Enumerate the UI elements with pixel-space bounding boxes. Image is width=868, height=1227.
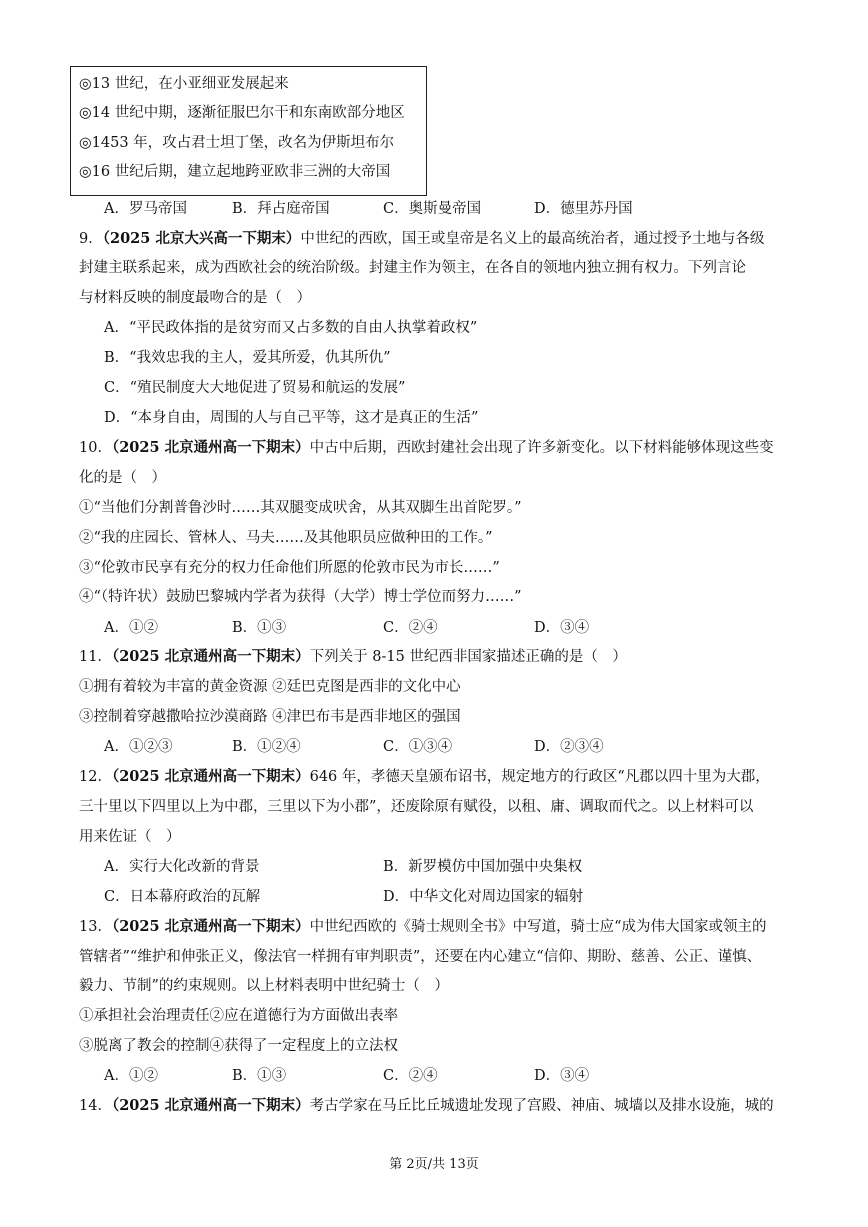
question-source: （2025 北京通州高一下期末） [111, 1097, 310, 1114]
option-a: A．“平民政体指的是贫穷而又占多数的自由人执掌着政权” [104, 320, 478, 336]
question-13-first-line [79, 918, 767, 936]
question-11-first-line [79, 648, 627, 666]
option-d: D．“本身自由，周围的人与自己平等，这才是真正的生活” [104, 410, 479, 426]
option-d: D．德里苏丹国 [534, 201, 633, 217]
question-stem: 用来佐证（ ） [79, 829, 181, 845]
question-10-first-line [79, 439, 774, 457]
question-stem: 中世纪的西欧，国王或皇帝是名义上的最高统治者，通过授予土地与各级 [300, 231, 765, 247]
statement-item: ②“我的庄园长、管林人、马夫……及其他职员应做种田的工作。” [79, 530, 493, 546]
question-stem: 化的是（ ） [79, 470, 166, 486]
statement-item: ①“当他们分割普鲁沙时……其双腿变成吠舍，从其双脚生出首陀罗。” [79, 500, 522, 516]
option-d: D．②③④ [534, 739, 604, 755]
question-stem: 管辖者”“维护和伸张正义，像法官一样拥有审判职责”，还要在内心建立“信仰、期盼、慈善、公正、谨慎、 [79, 949, 762, 965]
option-a: A．①② [104, 1068, 158, 1084]
question-number: 11． [79, 649, 112, 665]
option-c: C．①③④ [383, 739, 453, 755]
option-b: B．①③ [232, 620, 287, 636]
option-d: D．中华文化对周边国家的辐射 [383, 889, 584, 905]
option-b: B．“我效忠我的主人，爱其所爱，仇其所仇” [104, 350, 391, 366]
option-a: A．①②③ [104, 739, 173, 755]
question-stem: 封建主联系起来，成为西欧社会的统治阶级。封建主作为领主，在各自的领地内独立拥有权力。下列言论 [79, 260, 746, 276]
statement-item: ①承担社会治理责任②应在道德行为方面做出表率 [79, 1008, 398, 1024]
option-c: C．奥斯曼帝国 [383, 201, 482, 217]
statement-item: ③控制着穿越撒哈拉沙漠商路 ④津巴布韦是西非地区的强国 [79, 709, 461, 725]
option-c: C．②④ [383, 620, 438, 636]
question-number: 14． [79, 1098, 112, 1114]
statement-item: ①拥有着较为丰富的黄金资源 ②廷巴克图是西非的文化中心 [79, 679, 461, 695]
option-b: B．新罗模仿中国加强中央集权 [383, 859, 583, 875]
question-source: （2025 北京通州高一下期末） [111, 768, 310, 785]
question-source: （2025 北京通州高一下期末） [111, 918, 310, 935]
question-stem: 三十里以下四里以上为中郡，三里以下为小郡”，还废除原有赋役，以租、庸、调取而代之。以上材料可以 [79, 799, 754, 815]
question-stem: 中世纪西欧的《骑士规则全书》中写道，骑士应“成为伟大国家或领主的 [309, 919, 767, 935]
question-stem: 毅力、节制”的约束规则。以上材料表明中世纪骑士（ ） [79, 978, 449, 994]
question-source: （2025 北京通州高一下期末） [111, 648, 310, 665]
material-box-line: ◎16 世纪后期，建立起地跨亚欧非三洲的大帝国 [79, 164, 391, 180]
material-box-line: ◎14 世纪中期，逐渐征服巴尔干和东南欧部分地区 [79, 105, 405, 121]
question-stem: 646 年，孝德天皇颁布诏书，规定地方的行政区“凡郡以四十里为大郡， [309, 769, 770, 785]
question-stem: 与材料反映的制度最吻合的是（ ） [79, 290, 311, 306]
option-b: B．拜占庭帝国 [232, 201, 330, 217]
option-b: B．①②④ [232, 739, 301, 755]
question-stem: 考古学家在马丘比丘城遗址发现了宫殿、神庙、城墙以及排水设施，城的 [309, 1098, 774, 1114]
option-d: D．③④ [534, 620, 590, 636]
question-14-first-line [79, 1097, 774, 1115]
option-c: C．日本幕府政治的瓦解 [104, 889, 261, 905]
option-c: C．“殖民制度大大地促进了贸易和航运的发展” [104, 380, 406, 396]
option-c: C．②④ [383, 1068, 438, 1084]
page-number: 第 2页/共 13页 [389, 1157, 479, 1172]
option-a: A．①② [104, 620, 158, 636]
question-number: 9． [79, 231, 103, 247]
option-d: D．③④ [534, 1068, 590, 1084]
question-12-first-line [79, 768, 770, 786]
question-stem: 下列关于 8-15 世纪西非国家描述正确的是（ ） [309, 649, 627, 665]
question-stem: 中古中后期，西欧封建社会出现了许多新变化。以下材料能够体现这些变 [309, 440, 774, 456]
question-number: 12． [79, 769, 112, 785]
question-number: 13． [79, 919, 112, 935]
material-box-line: ◎1453 年，攻占君士坦丁堡，改名为伊斯坦布尔 [79, 135, 395, 151]
option-b: B．①③ [232, 1068, 287, 1084]
option-a: A．实行大化改新的背景 [104, 859, 260, 875]
question-number: 10． [79, 440, 112, 456]
material-box-line: ◎13 世纪，在小亚细亚发展起来 [79, 76, 289, 92]
question-9-first-line [79, 230, 764, 248]
question-source: （2025 北京大兴高一下期末） [102, 230, 301, 247]
statement-item: ③“伦敦市民享有充分的权力任命他们所愿的伦敦市民为市长……” [79, 560, 500, 576]
option-a: A．罗马帝国 [104, 201, 187, 217]
statement-item: ③脱离了教会的控制④获得了一定程度上的立法权 [79, 1038, 398, 1054]
statement-item: ④“（特许状）鼓励巴黎城内学者为获得（大学）博士学位而努力……” [79, 589, 522, 605]
question-source: （2025 北京通州高一下期末） [111, 439, 310, 456]
